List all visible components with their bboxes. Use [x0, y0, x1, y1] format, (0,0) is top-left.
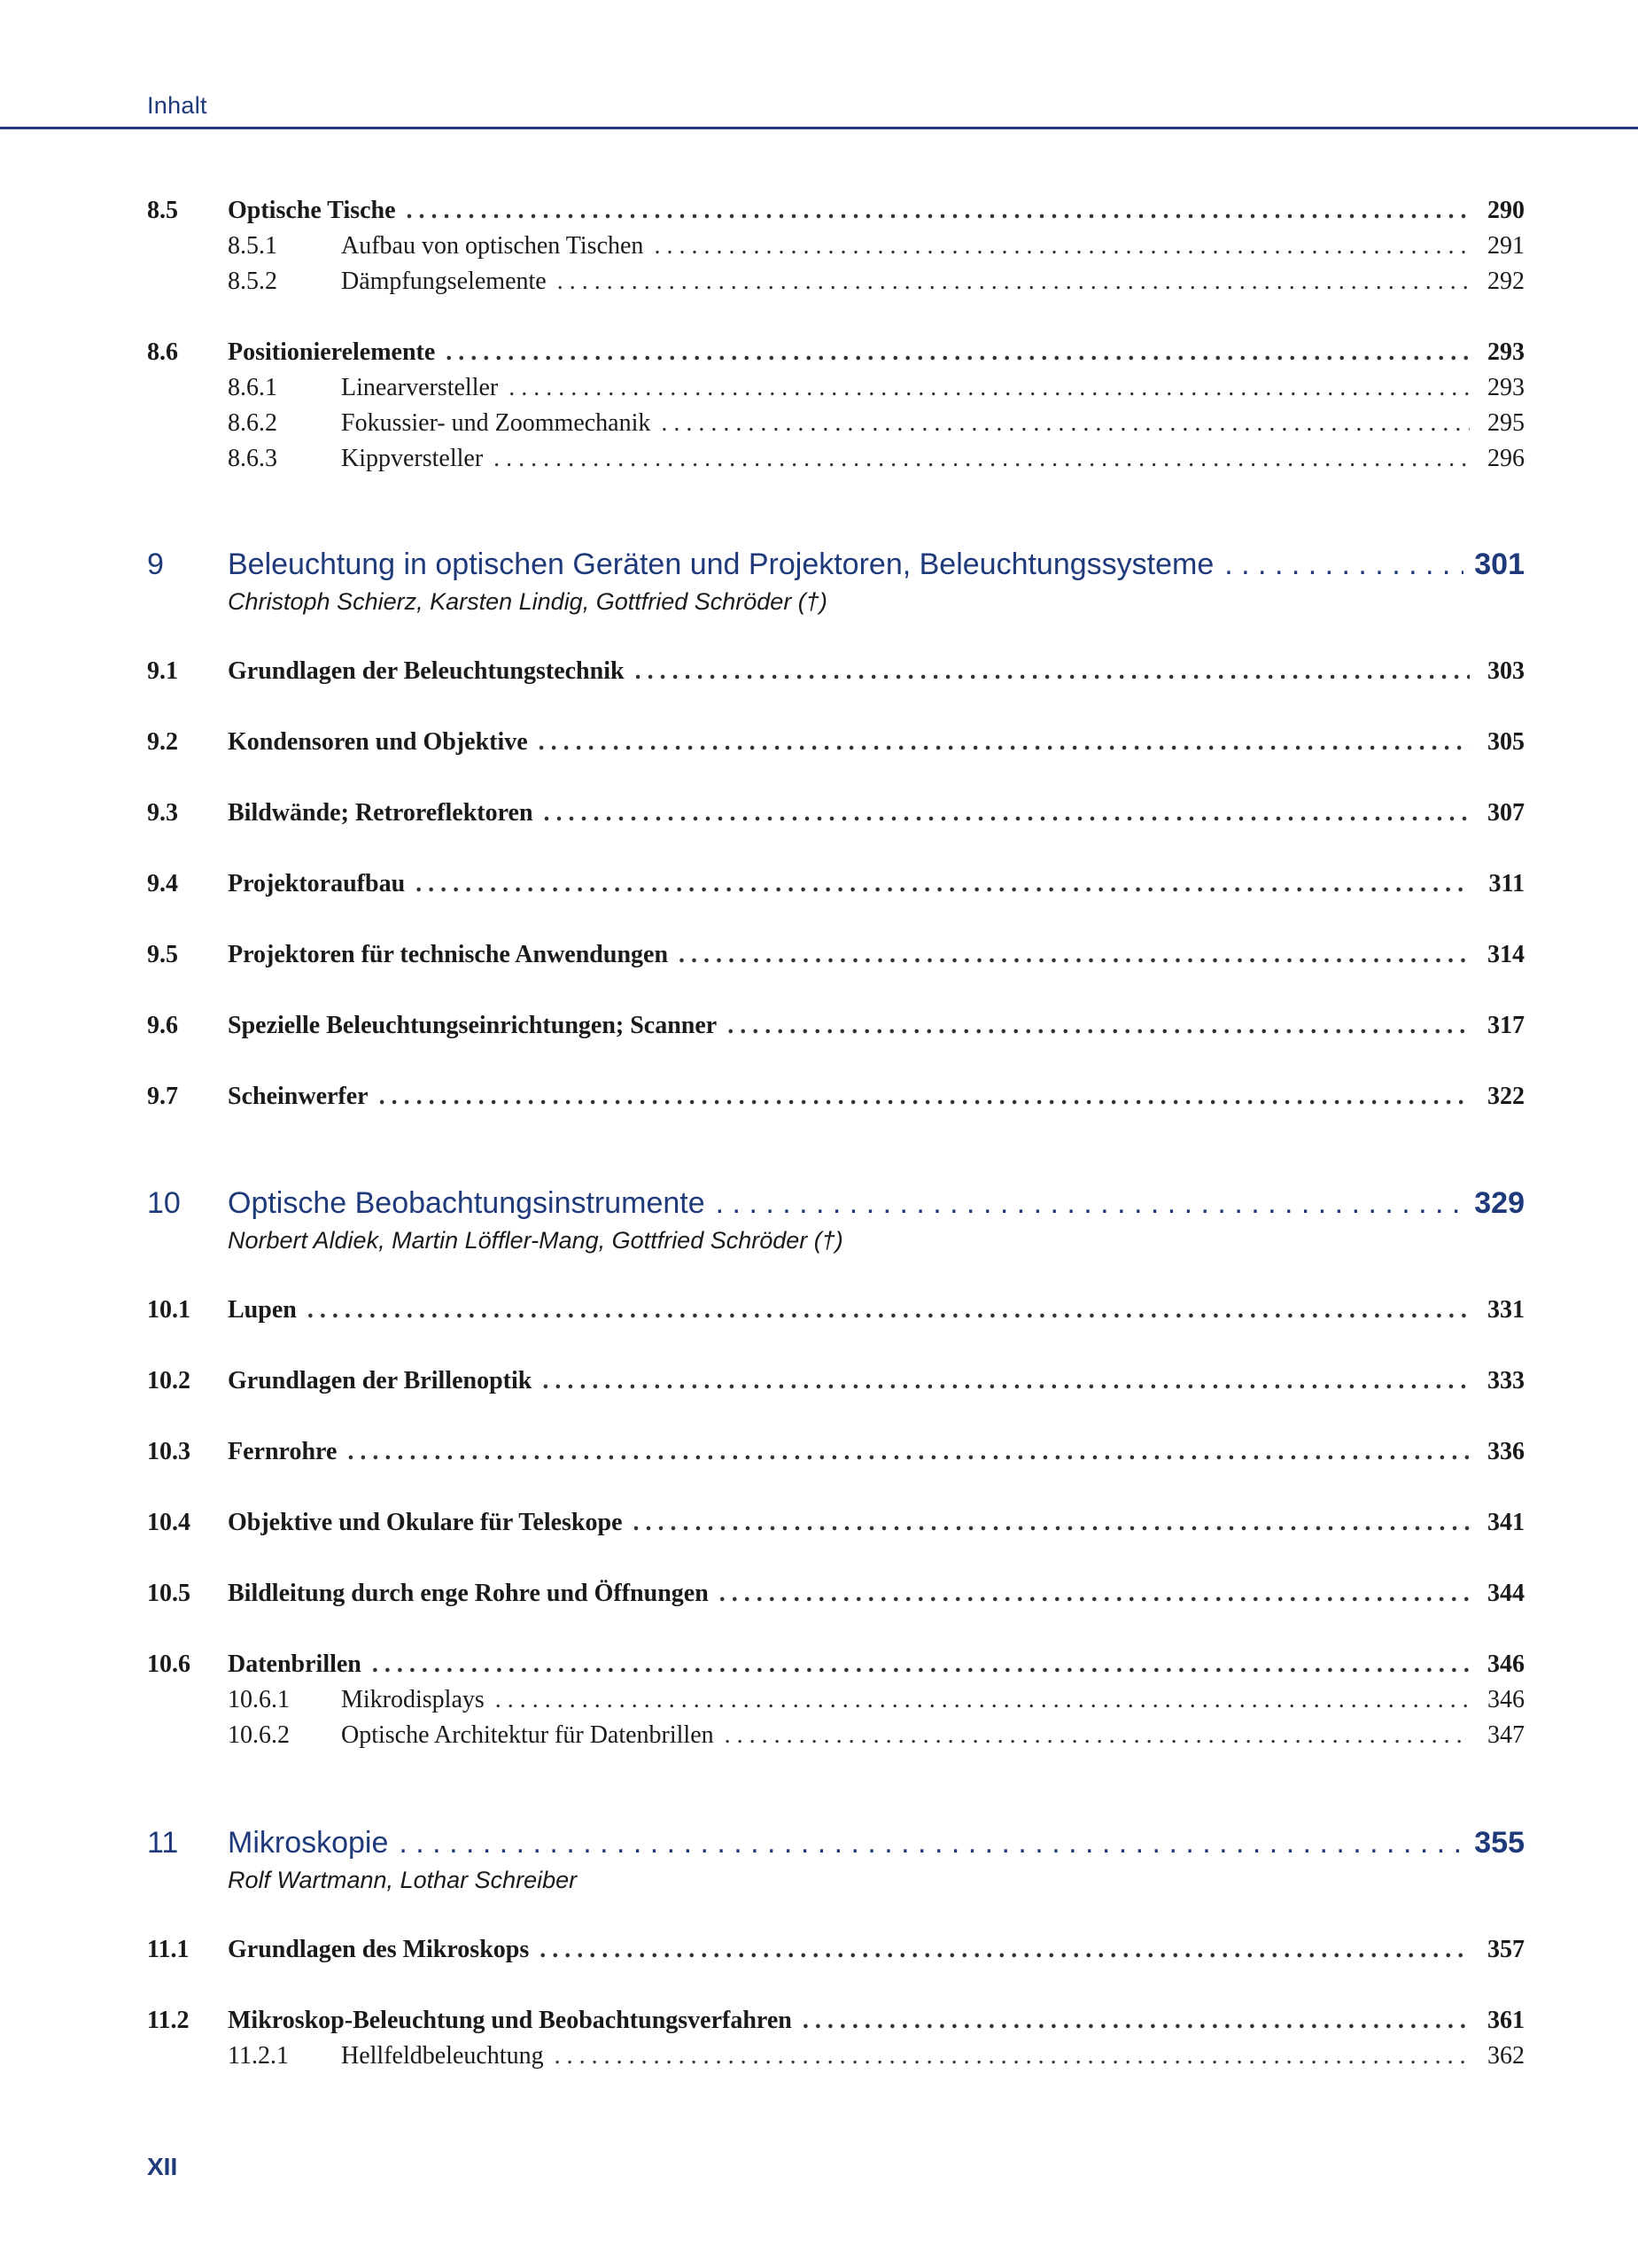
header-rule	[0, 127, 1638, 129]
toc-title: Mikrodisplays	[341, 1686, 485, 1713]
toc-number: 9.3	[147, 799, 178, 827]
toc-entry-8-5-1[interactable]	[228, 234, 1525, 259]
toc-number: 10.3	[147, 1438, 190, 1465]
toc-title: Mikroskopie	[228, 1826, 389, 1860]
toc-page: 346	[1487, 1686, 1525, 1713]
toc-number: 10	[147, 1186, 181, 1220]
toc-title: Dämpfungselemente	[341, 268, 547, 295]
toc-chapter-10[interactable]	[147, 1188, 1525, 1218]
toc-number: 11	[147, 1826, 179, 1860]
toc-number: 9.1	[147, 657, 178, 685]
toc-entry-11-2[interactable]	[147, 2008, 1525, 2033]
toc-page: 361	[1487, 2007, 1525, 2034]
toc-title: Grundlagen der Brillenoptik	[228, 1367, 532, 1394]
dot-leader	[727, 1014, 1470, 1038]
dot-leader	[679, 943, 1470, 967]
dot-leader	[803, 2008, 1470, 2033]
toc-title: Lupen	[228, 1296, 297, 1324]
toc-page: 347	[1487, 1721, 1525, 1749]
dot-leader	[557, 269, 1470, 294]
chapter-authors: Christoph Schierz, Karsten Lindig, Gottfried Schröder (†)	[228, 588, 827, 615]
toc-number: 10.6	[147, 1651, 190, 1678]
dot-leader	[508, 376, 1470, 400]
dot-leader	[493, 447, 1470, 471]
toc-page: 307	[1487, 799, 1525, 827]
toc-entry-10-4[interactable]	[147, 1511, 1525, 1535]
toc-entry-8-6-1[interactable]	[228, 376, 1525, 400]
toc-entry-10-3[interactable]	[147, 1440, 1525, 1464]
toc-page: 331	[1487, 1296, 1525, 1324]
toc-title: Projektoraufbau	[228, 870, 406, 897]
toc-title: Beleuchtung in optischen Geräten und Projektoren, Beleuchtungssysteme	[228, 548, 1215, 581]
toc-page: 290	[1487, 197, 1525, 224]
dot-leader	[407, 198, 1470, 223]
dot-leader	[415, 872, 1470, 897]
toc-entry-8-6-2[interactable]	[228, 411, 1525, 436]
toc-page: 317	[1487, 1012, 1525, 1039]
toc-title: Bildwände; Retroreflektoren	[228, 799, 533, 827]
toc-page: 292	[1487, 268, 1525, 295]
toc-entry-10-6-2[interactable]	[228, 1723, 1525, 1748]
toc-entry-8-5-2[interactable]	[228, 269, 1525, 294]
toc-title: Grundlagen des Mikroskops	[228, 1936, 530, 1963]
toc-page: 296	[1487, 445, 1525, 472]
toc-page: 344	[1487, 1580, 1525, 1607]
dot-leader	[446, 340, 1470, 365]
toc-number: 9.2	[147, 728, 178, 756]
toc-chapter-9[interactable]	[147, 549, 1525, 579]
toc-number: 10.6.2	[228, 1721, 290, 1749]
toc-number: 10.4	[147, 1509, 190, 1536]
toc-number: 11.2.1	[228, 2042, 289, 2070]
toc-title: Scheinwerfer	[228, 1083, 369, 1110]
toc-title: Spezielle Beleuchtungseinrichtungen; Scanner	[228, 1012, 718, 1039]
toc-page: 293	[1487, 374, 1525, 401]
dot-leader	[1224, 549, 1463, 579]
toc-number: 8.5	[147, 197, 178, 224]
toc-entry-10-5[interactable]	[147, 1581, 1525, 1606]
toc-number: 8.6	[147, 338, 178, 366]
toc-title: Bildleitung durch enge Rohre und Öffnungen	[228, 1580, 709, 1607]
running-header: Inhalt	[147, 92, 207, 119]
toc-page: 301	[1474, 548, 1525, 581]
chapter-authors: Norbert Aldiek, Martin Löffler-Mang, Gottfried Schröder (†)	[228, 1227, 843, 1254]
toc-number: 9.5	[147, 941, 178, 968]
toc-entry-10-6-1[interactable]	[228, 1688, 1525, 1713]
dot-leader	[654, 234, 1470, 259]
toc-number: 8.5.1	[228, 232, 277, 260]
toc-entry-9-5[interactable]	[147, 943, 1525, 967]
toc-number: 11.1	[147, 1936, 190, 1963]
toc-title: Fernrohre	[228, 1438, 338, 1465]
toc-title: Positionierelemente	[228, 338, 436, 366]
toc-title: Kondensoren und Objektive	[228, 728, 528, 756]
toc-title: Objektive und Okulare für Teleskope	[228, 1509, 623, 1536]
toc-title: Hellfeldbeleuchtung	[341, 2042, 544, 2070]
toc-entry-10-1[interactable]	[147, 1298, 1525, 1323]
dot-leader	[633, 1511, 1471, 1535]
dot-leader	[719, 1581, 1470, 1606]
toc-entry-10-2[interactable]	[147, 1369, 1525, 1394]
toc-entry-8-6-3[interactable]	[228, 447, 1525, 471]
dot-leader	[495, 1688, 1470, 1713]
toc-entry-8-6[interactable]	[147, 340, 1525, 365]
toc-entry-9-1[interactable]	[147, 659, 1525, 684]
toc-number: 11.2	[147, 2007, 190, 2034]
toc-title: Mikroskop-Beleuchtung und Beobachtungsverfahren	[228, 2007, 792, 2034]
dot-leader	[635, 659, 1470, 684]
toc-entry-9-2[interactable]	[147, 730, 1525, 755]
toc-title: Kippversteller	[341, 445, 484, 472]
toc-page: 346	[1487, 1651, 1525, 1678]
toc-number: 10.6.1	[228, 1686, 290, 1713]
chapter-authors: Rolf Wartmann, Lothar Schreiber	[228, 1867, 578, 1893]
dot-leader	[347, 1440, 1470, 1464]
dot-leader	[399, 1828, 1463, 1858]
toc-page: 293	[1487, 338, 1525, 366]
toc-entry-8-5[interactable]	[147, 198, 1525, 223]
dot-leader	[725, 1723, 1470, 1748]
toc-entry-11-2-1[interactable]	[228, 2044, 1525, 2069]
toc-page: 314	[1487, 941, 1525, 968]
toc-page: 311	[1488, 870, 1525, 897]
toc-page: 291	[1487, 232, 1525, 260]
dot-leader	[555, 2044, 1470, 2069]
toc-title: Optische Architektur für Datenbrillen	[341, 1721, 714, 1749]
toc-number: 9	[147, 548, 164, 581]
toc-entry-9-7[interactable]	[147, 1084, 1525, 1109]
toc-page: 355	[1474, 1826, 1525, 1860]
toc-page: 322	[1487, 1083, 1525, 1110]
toc-page: 333	[1487, 1367, 1525, 1394]
dot-leader	[540, 1938, 1470, 1962]
toc-page: 357	[1487, 1936, 1525, 1963]
toc-entry-10-6[interactable]	[147, 1652, 1525, 1677]
dot-leader	[542, 1369, 1470, 1394]
toc-title: Projektoren für technische Anwendungen	[228, 941, 669, 968]
toc-title: Optische Beobachtungsinstrumente	[228, 1186, 705, 1220]
toc-number: 10.5	[147, 1580, 190, 1607]
toc-title: Aufbau von optischen Tischen	[341, 232, 644, 260]
dot-leader	[372, 1652, 1470, 1677]
toc-entry-11-1[interactable]	[147, 1938, 1525, 1962]
toc-entry-9-3[interactable]	[147, 801, 1525, 826]
toc-number: 9.7	[147, 1083, 178, 1110]
toc-number: 8.6.1	[228, 374, 277, 401]
dot-leader	[661, 411, 1470, 436]
dot-leader	[539, 730, 1470, 755]
toc-chapter-11[interactable]	[147, 1828, 1525, 1858]
dot-leader	[716, 1188, 1464, 1218]
toc-title: Linearversteller	[341, 374, 499, 401]
toc-number: 8.6.3	[228, 445, 277, 472]
toc-title: Grundlagen der Beleuchtungstechnik	[228, 657, 625, 685]
toc-entry-9-4[interactable]	[147, 872, 1525, 897]
toc-number: 8.6.2	[228, 409, 277, 437]
page-number: XII	[147, 2153, 178, 2180]
toc-page: 341	[1487, 1509, 1525, 1536]
toc-page: 303	[1487, 657, 1525, 685]
toc-page: 336	[1487, 1438, 1525, 1465]
toc-title: Fokussier- und Zoommechanik	[341, 409, 651, 437]
toc-entry-9-6[interactable]	[147, 1014, 1525, 1038]
toc-page: 305	[1487, 728, 1525, 756]
toc-title: Datenbrillen	[228, 1651, 361, 1678]
toc-number: 9.6	[147, 1012, 178, 1039]
dot-leader	[379, 1084, 1470, 1109]
toc-page: 362	[1487, 2042, 1525, 2070]
toc-page: 295	[1487, 409, 1525, 437]
dot-leader	[544, 801, 1470, 826]
toc-number: 10.1	[147, 1296, 190, 1324]
toc-number: 8.5.2	[228, 268, 277, 295]
dot-leader	[307, 1298, 1470, 1323]
toc-number: 9.4	[147, 870, 178, 897]
toc-number: 10.2	[147, 1367, 190, 1394]
toc-page: 329	[1474, 1186, 1525, 1220]
toc-title: Optische Tische	[228, 197, 396, 224]
